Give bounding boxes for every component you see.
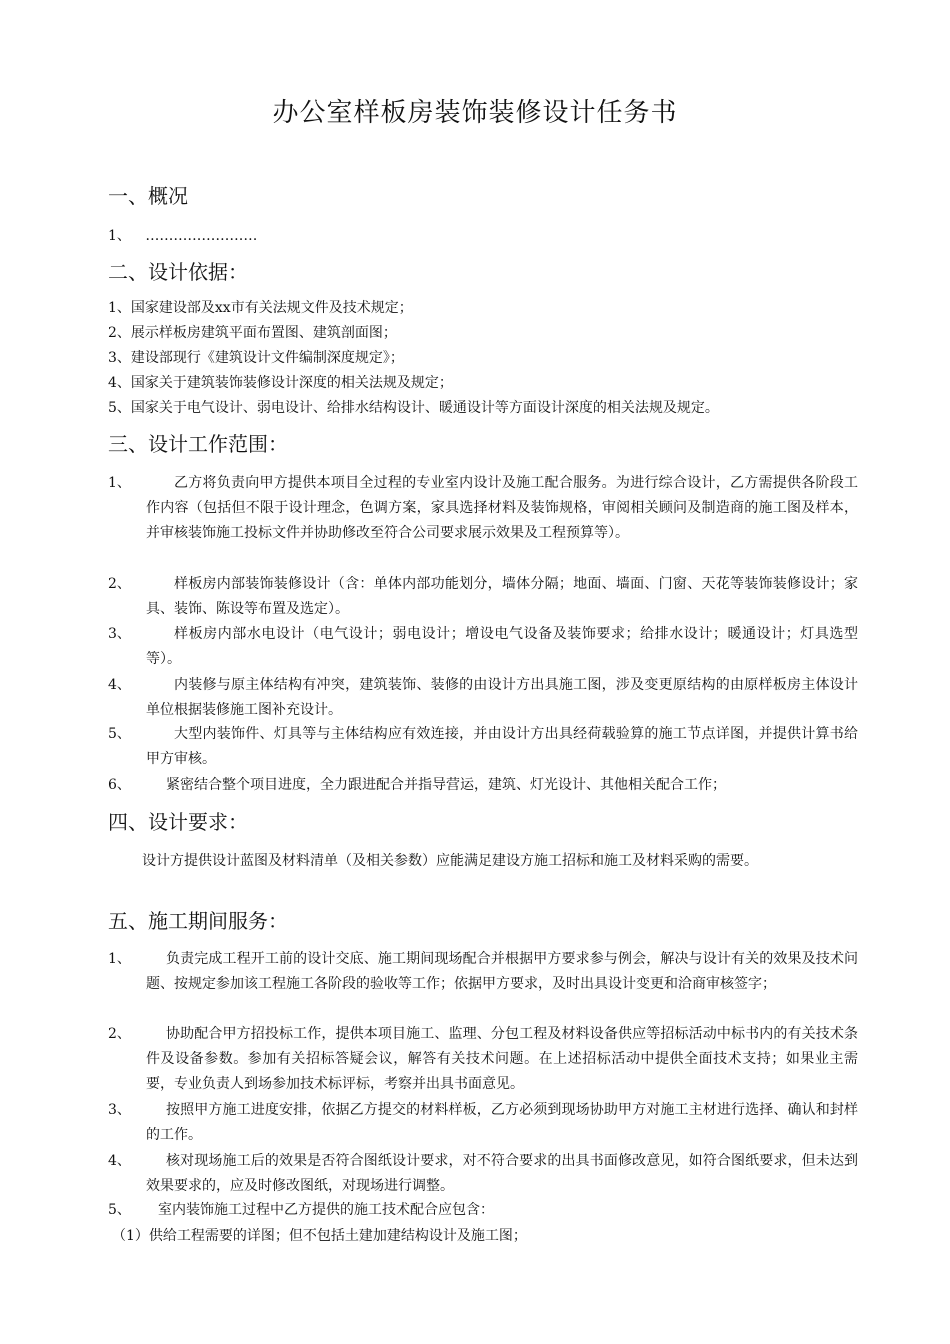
basis-item: 3、建设部现行《建筑设计文件编制深度规定》； — [108, 350, 404, 366]
basis-item: 4、国家关于建筑装饰装修设计深度的相关法规及规定； — [108, 375, 453, 391]
item-number: 2、 — [108, 1026, 131, 1042]
item-text: 室内装饰施工过程中乙方提供的施工技术配合应包含： — [158, 1202, 494, 1218]
scope-item — [108, 622, 858, 672]
basis-item: 5、国家关于电气设计、弱电设计、给排水结构设计、暖通设计等方面设计深度的相关法规及规定。 — [108, 400, 719, 416]
item-text: 按照甲方施工进度安排，依据乙方提交的材料样板，乙方必须到现场协助甲方对施工主材进行选择、确认和封样的工作。 — [146, 1102, 858, 1143]
section-3-heading: 三、设计工作范围： — [108, 432, 288, 456]
document-title: 办公室样板房装饰装修设计任务书 — [272, 98, 678, 128]
item-text: 内装修与原主体结构有冲突，建筑装饰、装修的由设计方出具施工图，涉及变更原结构的由原样板房主体设计单位根据装修施工图补充设计。 — [146, 677, 858, 718]
section-5-heading: 五、施工期间服务： — [108, 909, 288, 933]
scope-item — [108, 471, 858, 546]
item-number: 3、 — [108, 1102, 131, 1118]
item-text: 负责完成工程开工前的设计交底、施工期间现场配合并根据甲方要求参与例会，解决与设计有关的效果及技术问题、按规定参加该工程施工各阶段的验收等工作；依据甲方要求，及时出具设计变更和洽商审核签字； — [146, 951, 858, 992]
item-text: 样板房内部水电设计（电气设计；弱电设计；增设电气设备及装饰要求；给排水设计；暖通设计；灯具选型等）。 — [146, 626, 858, 667]
section-1-heading: 一、概况 — [108, 184, 188, 208]
service-item — [108, 1098, 858, 1148]
service-item — [108, 1149, 858, 1199]
requirement-text: 设计方提供设计蓝图及材料清单（及相关参数）应能满足建设方施工招标和施工及材料采购的需要。 — [142, 853, 758, 869]
sub-item: （1）供给工程需要的详图；但不包括土建加建结构设计及施工图； — [112, 1228, 527, 1244]
scope-item — [108, 773, 858, 798]
item-number: 2、 — [108, 576, 131, 592]
scope-item — [108, 572, 858, 622]
item-text: 紧密结合整个项目进度，全力跟进配合并指导营运，建筑、灯光设计、其他相关配合工作； — [166, 777, 726, 793]
basis-item: 2、展示样板房建筑平面布置图、建筑剖面图； — [108, 325, 397, 341]
item-number: 5、 — [108, 726, 131, 742]
item-number: 4、 — [108, 1153, 131, 1169]
item-text: …………………… — [145, 228, 258, 244]
item-text: 样板房内部装饰装修设计（含：单体内部功能划分，墙体分隔；地面、墙面、门窗、天花等装饰装修设计；家具、装饰、陈设等布置及选定）。 — [146, 576, 858, 617]
item-number: 4、 — [108, 677, 131, 693]
service-item — [108, 1022, 858, 1097]
item-number: 1、 — [108, 475, 131, 491]
item-number: 6、 — [108, 777, 131, 793]
item-number: 1、 — [108, 951, 131, 967]
service-item — [108, 1198, 858, 1223]
item-text: 大型内装饰件、灯具等与主体结构应有效连接，并由设计方出具经荷载验算的施工节点详图，并提供计算书给甲方审核。 — [146, 726, 858, 767]
section-4-heading: 四、设计要求： — [108, 810, 248, 834]
basis-item: 1、国家建设部及xx市有关法规文件及技术规定； — [108, 300, 413, 316]
item-number: 5、 — [108, 1202, 131, 1218]
section-1-item — [108, 226, 257, 246]
item-text: 协助配合甲方招投标工作，提供本项目施工、监理、分包工程及材料设备供应等招标活动中标书内的有关技术条件及设备参数。参加有关招标答疑会议，解答有关技术问题。在上述招标活动中提供全面技术支持；如果业主需要，专业负责人到场参加技术标评标，考察并出具书面意见。 — [146, 1026, 858, 1092]
scope-item — [108, 722, 858, 772]
service-item — [108, 947, 858, 997]
item-text: 乙方将负责向甲方提供本项目全过程的专业室内设计及施工配合服务。为进行综合设计，乙方需提供各阶段工作内容（包括但不限于设计理念，色调方案，家具选择材料及装饰规格，审阅相关顾问及制造商的施工图及样本，并审核装饰施工投标文件并协助修改至符合公司要求展示效果及工程预算等）。 — [146, 475, 858, 541]
item-number: 1、 — [108, 228, 131, 244]
item-text: 核对现场施工后的效果是否符合图纸设计要求，对不符合要求的出具书面修改意见，如符合图纸要求，但未达到效果要求的，应及时修改图纸，对现场进行调整。 — [146, 1153, 858, 1194]
section-2-heading: 二、设计依据： — [108, 260, 248, 284]
scope-item — [108, 673, 858, 723]
item-number: 3、 — [108, 626, 131, 642]
